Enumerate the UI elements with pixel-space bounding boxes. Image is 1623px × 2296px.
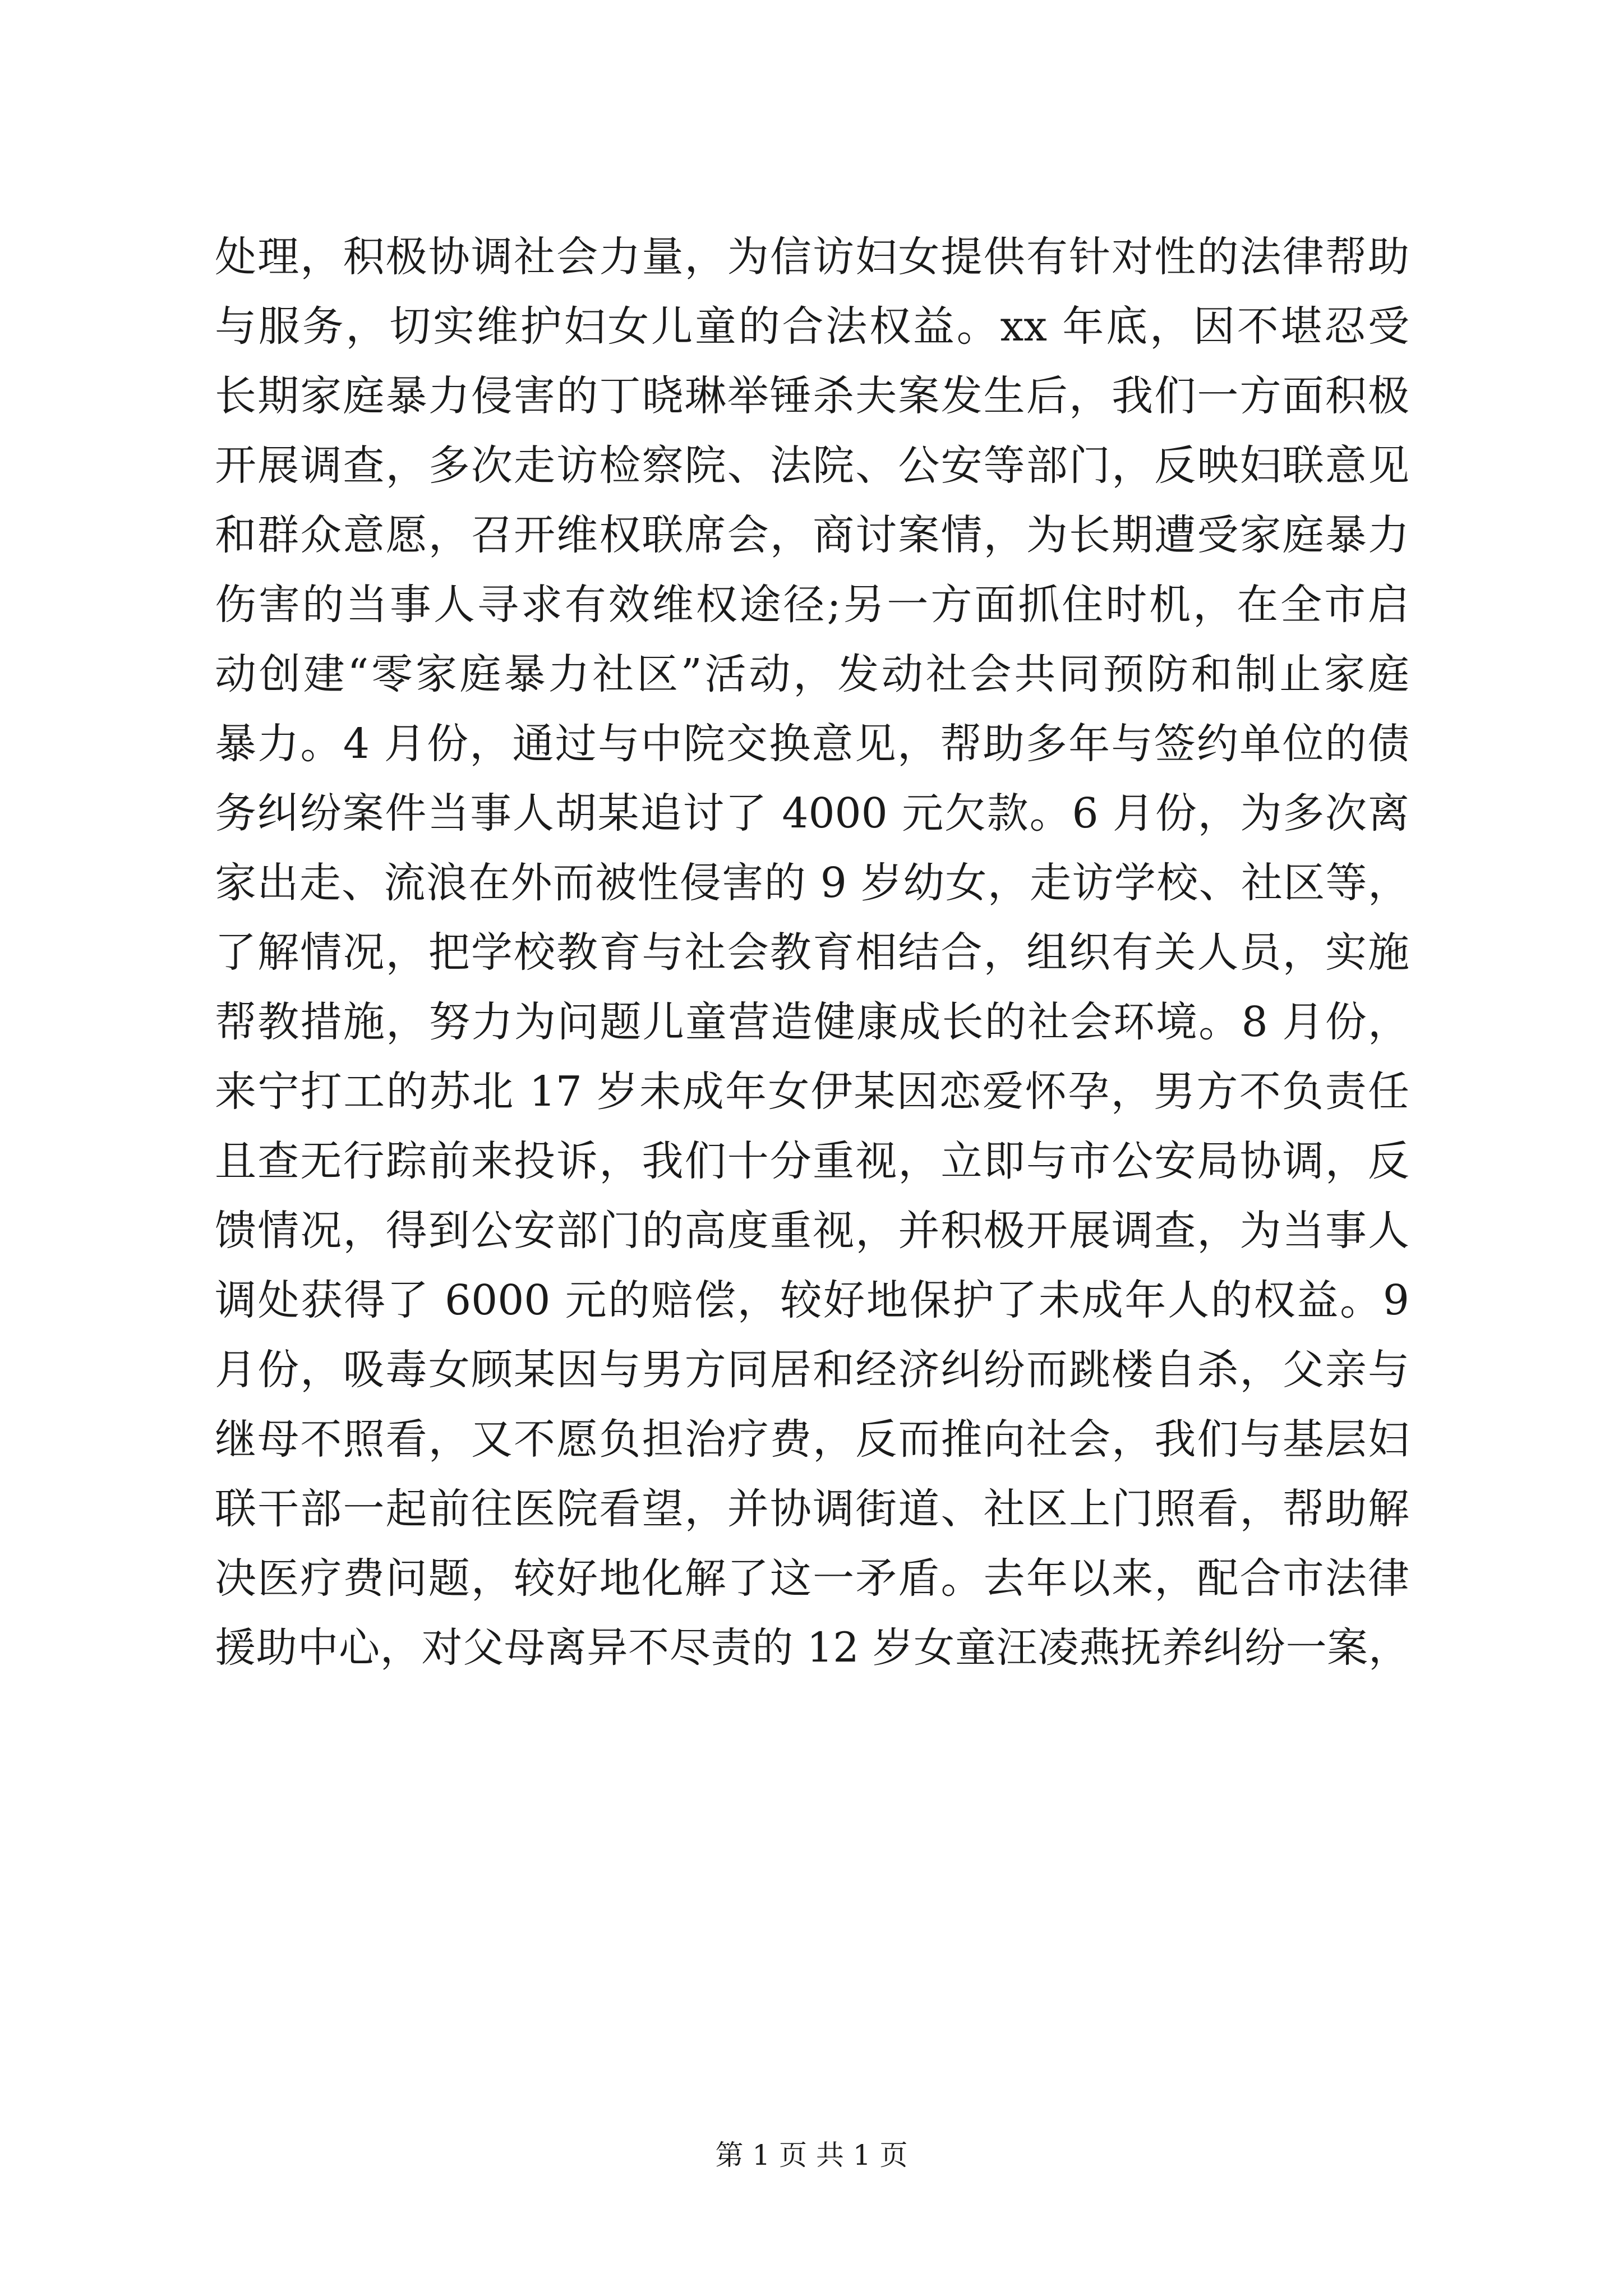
text-line: 继母不照看，又不愿负担治疗费，反而推向社会，我们与基层妇 <box>215 1415 1409 1464</box>
page-footer: 第 1 页 共 1 页 <box>715 2139 908 2171</box>
text-line: 月份，吸毒女顾某因与男方同居和经济纠纷而跳楼自杀，父亲与 <box>215 1346 1409 1394</box>
text-line: 调处获得了 6000 元的赔偿，较好地保护了未成年人的权益。9 <box>215 1276 1409 1324</box>
text-line: 暴力。4 月份，通过与中院交换意见，帮助多年与签约单位的债 <box>215 720 1409 768</box>
text-line: 伤害的当事人寻求有效维权途径;另一方面抓住时机，在全市启 <box>215 581 1409 629</box>
text-line: 且查无行踪前来投诉，我们十分重视，立即与市公安局协调，反 <box>215 1137 1409 1185</box>
text-line: 动创建“零家庭暴力社区”活动，发动社会共同预防和制止家庭 <box>215 650 1409 698</box>
text-line: 务纠纷案件当事人胡某追讨了 4000 元欠款。6 月份，为多次离 <box>215 789 1409 838</box>
text-line: 处理，积极协调社会力量，为信访妇女提供有针对性的法律帮助 <box>215 233 1409 281</box>
text-line: 来宁打工的苏北 17 岁未成年女伊某因恋爱怀孕，男方不负责任 <box>215 1068 1409 1116</box>
text-line: 决医疗费问题，较好地化解了这一矛盾。去年以来，配合市法律 <box>215 1554 1409 1603</box>
text-line: 帮教措施，努力为问题儿童营造健康成长的社会环境。8 月份， <box>215 998 1409 1046</box>
text-line: 开展调查，多次走访检察院、法院、公安等部门，反映妇联意见 <box>215 441 1409 490</box>
text-line: 馈情况，得到公安部门的高度重视，并积极开展调查，为当事人 <box>215 1207 1409 1255</box>
text-line: 长期家庭暴力侵害的丁晓琳举锤杀夫案发生后，我们一方面积极 <box>215 372 1409 420</box>
text-line: 了解情况，把学校教育与社会教育相结合，组织有关人员，实施 <box>215 928 1409 977</box>
text-line: 家出走、流浪在外而被性侵害的 9 岁幼女，走访学校、社区等， <box>215 859 1409 907</box>
text-line: 与服务，切实维护妇女儿童的合法权益。xx 年底，因不堪忍受 <box>215 302 1409 351</box>
text-line: 和群众意愿，召开维权联席会，商讨案情，为长期遭受家庭暴力 <box>215 511 1409 559</box>
body-text <box>215 222 1409 1683</box>
text-line: 联干部一起前往医院看望，并协调街道、社区上门照看，帮助解 <box>215 1485 1409 1533</box>
text-line: 援助中心，对父母离异不尽责的 12 岁女童汪凌燕抚养纠纷一案， <box>215 1624 1409 1672</box>
